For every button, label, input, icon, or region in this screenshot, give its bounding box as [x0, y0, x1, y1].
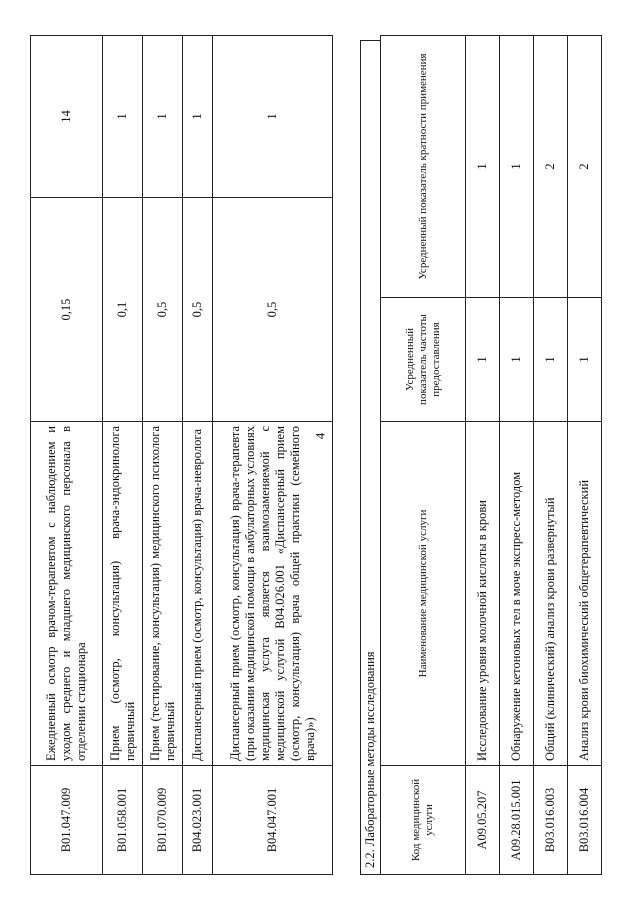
- multiplicity-value: 1: [183, 36, 213, 198]
- header-code: Код медицинской услуги: [381, 766, 466, 875]
- service-code: B01.058.001: [103, 766, 143, 875]
- frequency-value: 1: [568, 298, 602, 422]
- service-name: Анализ крови биохимический общетерапевтический: [568, 422, 602, 766]
- frequency-value: 1: [466, 298, 500, 422]
- service-name: Диспансерный прием (осмотр, консультация) врача-невролога: [183, 422, 213, 766]
- service-name: Общий (клинический) анализ крови развернутый: [534, 422, 568, 766]
- service-name: Диспансерный прием (осмотр, консультация) врача-терапевта (при оказании медицинской помощи в амбулаторных условиях медицинская услуга является взаимозаменяемой с медицинской услугой B04.026.001 «Диспансерный прием (осмотр, консультация) врача общей практики (семейного врача)»): [213, 422, 333, 766]
- table-row: [213, 36, 333, 875]
- service-name: Прием (тестирование, консультация) медицинского психолога первичный: [143, 422, 183, 766]
- header-frequency: Усредненный показатель частоты предоставления: [381, 298, 466, 422]
- table-row: [31, 36, 103, 875]
- multiplicity-value: 14: [31, 36, 103, 198]
- services-table-upper: [30, 35, 333, 875]
- multiplicity-value: 2: [534, 36, 568, 298]
- frequency-value: 0,5: [183, 198, 213, 422]
- service-code: B03.016.003: [534, 766, 568, 875]
- frequency-value: 1: [500, 298, 534, 422]
- multiplicity-value: 1: [500, 36, 534, 298]
- service-code: B04.047.001: [213, 766, 333, 875]
- table-row: [568, 36, 602, 875]
- frequency-value: 0,1: [103, 198, 143, 422]
- table-row: [466, 36, 500, 875]
- service-name: Прием (осмотр, консультация) врача-эндокринолога первичный: [103, 422, 143, 766]
- frequency-value: 0,5: [213, 198, 333, 422]
- service-code: B03.016.004: [568, 766, 602, 875]
- frequency-value: 1: [534, 298, 568, 422]
- service-name: Ежедневный осмотр врачом-терапевтом с наблюдением и уходом среднего и младшего медицинского персонала в отделении стационара: [31, 422, 103, 766]
- table-row: [143, 36, 183, 875]
- service-name: Исследование уровня молочной кислоты в крови: [466, 422, 500, 766]
- lab-methods-table: [380, 35, 602, 875]
- multiplicity-value: 2: [568, 36, 602, 298]
- multiplicity-value: 1: [213, 36, 333, 198]
- service-code: A09.28.015.001: [500, 766, 534, 875]
- rotated-content: [30, 35, 610, 875]
- table-row: [103, 36, 143, 875]
- frequency-value: 0,15: [31, 198, 103, 422]
- table-row: [183, 36, 213, 875]
- multiplicity-value: 1: [466, 36, 500, 298]
- header-name: Наименование медицинской услуги: [381, 422, 466, 766]
- table-row: [500, 36, 534, 875]
- page-number: 4: [312, 432, 327, 440]
- frequency-value: 0,5: [143, 198, 183, 422]
- multiplicity-value: 1: [103, 36, 143, 198]
- section-title: 2.2. Лабораторные методы исследования: [360, 40, 381, 875]
- table-row: [534, 36, 568, 875]
- table-header-row: [381, 36, 466, 875]
- service-code: B04.023.001: [183, 766, 213, 875]
- service-code: B01.047.009: [31, 766, 103, 875]
- service-code: B01.070.009: [143, 766, 183, 875]
- multiplicity-value: 1: [143, 36, 183, 198]
- header-multiplicity: Усредненный показатель кратности применения: [381, 36, 466, 298]
- service-name: Обнаружение кетоновых тел в моче экспресс-методом: [500, 422, 534, 766]
- service-code: A09.05.207: [466, 766, 500, 875]
